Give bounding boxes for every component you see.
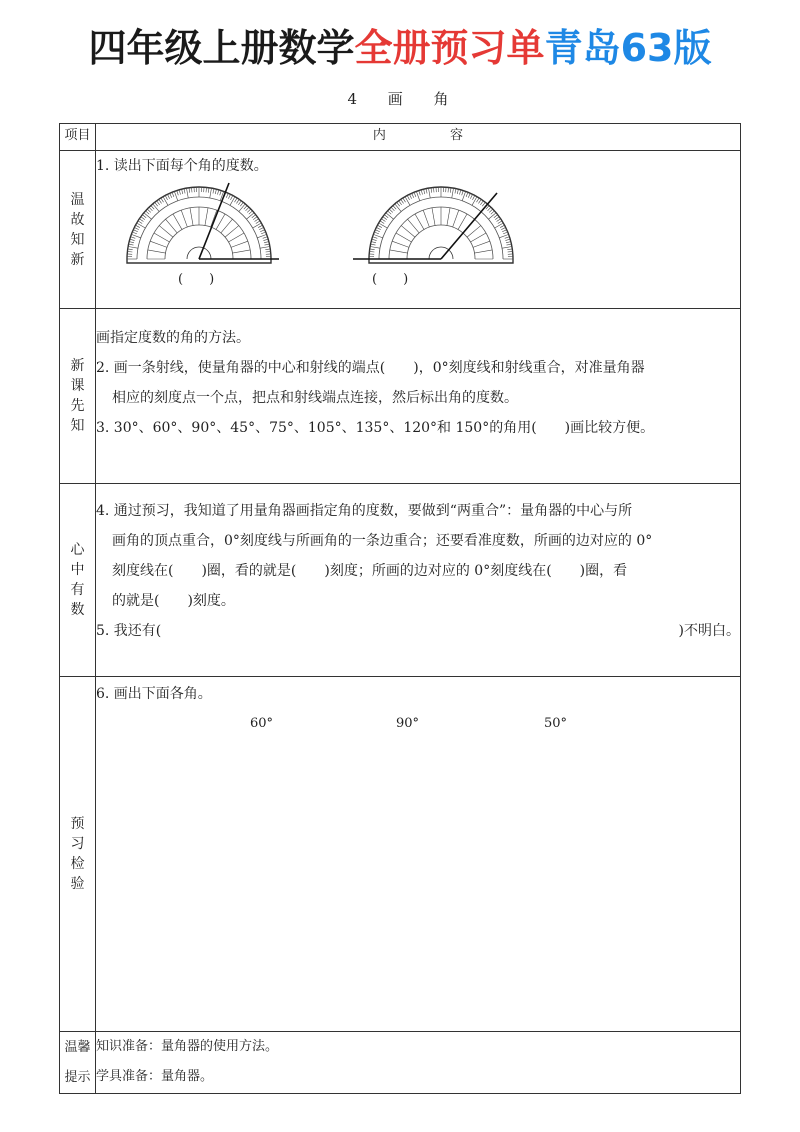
angle-90: 90°: [396, 716, 420, 731]
section-label: 温 故 知 新: [60, 151, 96, 309]
angle-list: [96, 709, 740, 739]
section-check: [60, 677, 741, 1032]
col-header-content: 内 容: [96, 124, 741, 151]
section-label: 新 课 先 知: [60, 309, 96, 484]
section-preview: [60, 309, 741, 484]
method-intro: 画指定度数的角的方法。: [96, 330, 250, 346]
question-2-line2: 相应的刻度点一个点，把点和射线端点连接，然后标出角的度数。: [112, 390, 518, 406]
section-label: 预 习 检 验: [60, 677, 96, 1032]
lesson-title: 4 画 角: [347, 90, 453, 108]
angle-50: 50°: [544, 716, 568, 731]
col-header-item: 项目: [60, 124, 96, 151]
table-header-row: [60, 124, 741, 151]
question-4-line1: 4. 通过预习，我知道了用量角器画指定角的度数，要做到“两重合”：量角器的中心与所: [96, 503, 633, 519]
answer-blank-b[interactable]: ( ): [372, 272, 409, 287]
section-label: 心 中 有 数: [60, 484, 96, 677]
worksheet-table: [59, 123, 741, 1094]
section-understanding: [60, 484, 741, 677]
protractor-b: [353, 187, 513, 263]
section-tips: [60, 1032, 741, 1094]
page-title: [0, 22, 800, 74]
answer-blank-a[interactable]: ( ): [178, 272, 215, 287]
tips-label: 温馨 提示: [60, 1032, 96, 1094]
question-4-line2: 画角的顶点重合，0°刻度线与所画角的一条边重合；还要看准度数，所画的边对应的 0°: [112, 533, 653, 549]
question-5: 5. 我还有( )不明白。: [96, 623, 740, 639]
tip-knowledge: 知识准备：量角器的使用方法。: [96, 1039, 279, 1054]
question-1: 1. 读出下面每个角的度数。: [96, 158, 268, 174]
title-edition: 青岛63版: [544, 26, 712, 70]
question-2-line1: 2. 画一条射线，使量角器的中心和射线的端点( )，0°刻度线和射线重合，对准量角器: [96, 360, 645, 376]
protractor-figures: [96, 181, 740, 291]
question-3: 3. 30°、60°、90°、45°、75°、105°、135°、120°和 150°的角用( )画比较方便。: [96, 420, 655, 436]
question-4-line4: 的就是( )刻度。: [112, 593, 235, 609]
protractor-a: [127, 183, 279, 263]
title-grade: 四年级上册数学: [88, 26, 355, 70]
section-review: [60, 151, 741, 309]
question-4-line3: 刻度线在( )圈，看的就是( )刻度；所画的边对应的 0°刻度线在( )圈，看: [112, 563, 628, 579]
angle-60: 60°: [250, 716, 274, 731]
question-6: 6. 画出下面各角。: [96, 686, 212, 702]
title-series: 全册预习单: [354, 26, 545, 70]
tip-tools: 学具准备：量角器。: [96, 1069, 214, 1084]
